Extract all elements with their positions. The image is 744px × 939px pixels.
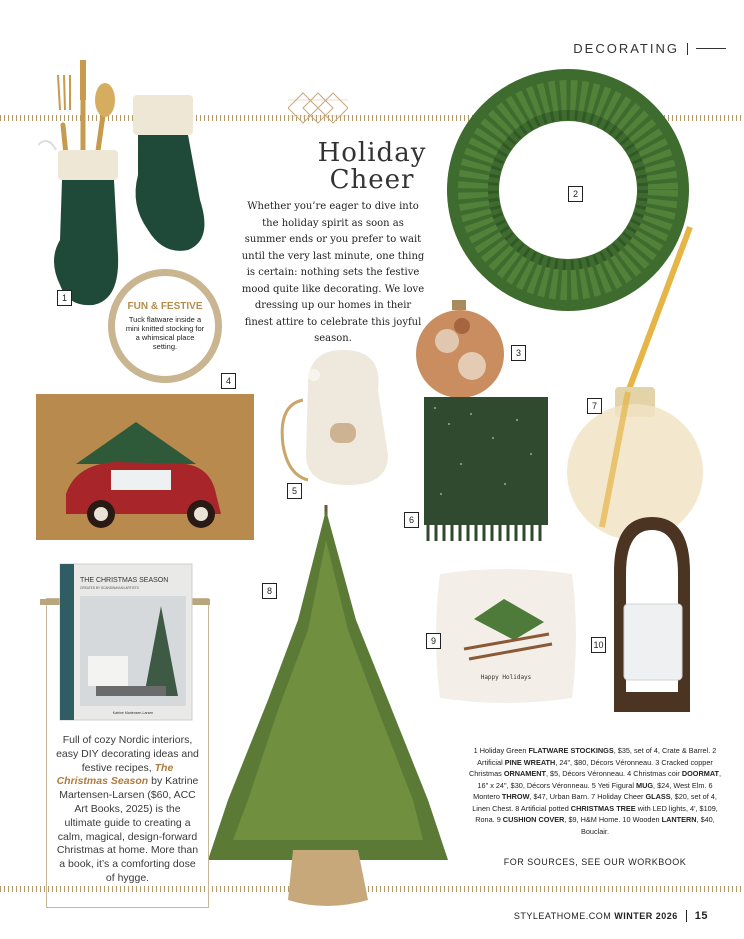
page-number: 15 — [694, 910, 708, 922]
book-cover-title: THE CHRISTMAS SEASON — [80, 577, 169, 584]
credit-9: 9 CUSHION COVER, $9, H&M Home. — [496, 815, 623, 824]
credit-3: 3 Cracked copper Christmas ORNAMENT, $5, Décors Véronneau. — [468, 757, 713, 778]
item-number-9: 9 — [426, 633, 441, 649]
book-blurb-title: The Christmas Season — [56, 761, 174, 788]
badge-title: FUN & FESTIVE — [127, 300, 203, 312]
item-number-2: 2 — [568, 186, 583, 202]
credit-6: 6 Montero THROW, $47, Urban Barn. — [473, 780, 713, 801]
item-number-4: 4 — [221, 373, 236, 389]
feature-title-line2: Cheer — [329, 165, 415, 195]
pillow-text: Happy Holidays — [480, 674, 532, 681]
holiday-glass-image — [560, 222, 710, 542]
christmas-tree-image — [208, 500, 458, 912]
fun-festive-badge — [108, 269, 222, 383]
item-number-10: 10 — [591, 637, 606, 653]
section-rule — [696, 48, 726, 49]
feature-intro: Whether you’re eager to dive into the holiday spirit as soon as summer ends or you prefer to wait until the very last minute, one thing is certain: nothing sets the festive mood quite like decorating. We love dressing up our homes in their finest attire to celebrate this joyful season. — [241, 201, 425, 344]
sources-note: FOR SOURCES, SEE OUR WORKBOOK — [503, 857, 687, 867]
book-blurb-rest: by Katrine Martensen-Larsen ($60, ACC Art Books, 2025) is the ultimate guide to creating a calm, magical, design-forward Christmas at home. More than a book, it’s a comforting dose of hygge. — [56, 775, 199, 884]
section-label-text: DECORATING — [573, 41, 679, 56]
item-number-6: 6 — [404, 512, 419, 528]
footer-separator — [686, 910, 687, 922]
book-blurb-intro: Full of cozy Nordic interiors, easy DIY decorating ideas and festive recipes, — [56, 734, 199, 774]
credit-2: 2 Artificial PINE WREATH, 24", $80, Décors Véronneau. — [477, 746, 717, 767]
product-credits — [466, 745, 724, 837]
section-label — [573, 41, 726, 56]
item-number-3: 3 — [511, 345, 526, 361]
credit-8: 8 Artificial potted CHRISTMAS TREE with LED lights, 4', $109, Rona. — [475, 803, 718, 824]
credit-7: 7 Holiday Cheer GLASS, $20, set of 4, Linen Chest. — [472, 792, 717, 813]
credit-1: 1 Holiday Green FLATWARE STOCKINGS, $35, set of 4, Crate & Barrel. — [473, 746, 713, 755]
credit-10: 10 Wooden LANTERN, $40, Bouclair. — [581, 815, 715, 836]
item-number-1: 1 — [57, 290, 72, 306]
cushion-cover-image — [434, 564, 578, 708]
section-divider — [687, 43, 688, 55]
item-number-5: 5 — [287, 483, 302, 499]
flatware-stockings-image — [38, 55, 228, 310]
book-cover-author: Katrine Martensen-Larsen — [112, 711, 154, 715]
footer-site: STYLEATHOME.COM WINTER 2026 — [513, 911, 678, 921]
credit-5: 5 Yeti Figural MUG, $24, West Elm. — [591, 780, 709, 790]
book-blurb — [56, 734, 199, 886]
yeti-mug-image — [278, 345, 408, 490]
badge-body: Tuck flatware inside a mini knitted stocking for a whimsical place setting. — [125, 314, 205, 351]
item-number-8: 8 — [262, 583, 277, 599]
book-cover-image — [56, 556, 196, 724]
page-footer — [514, 910, 708, 922]
book-cover-subtitle: CREATED BY SCANDINAVIAN ARTISTS — [80, 586, 139, 590]
feature-title-line1: Holiday — [317, 138, 427, 168]
item-number-7: 7 — [587, 398, 602, 414]
credit-4: 4 Christmas coir DOORMAT, 16" x 24", $30, Décors Véronneau. — [477, 769, 722, 790]
wooden-lantern-image — [604, 512, 700, 718]
diamond-ornament-icon — [288, 88, 348, 128]
copper-ornament-image — [412, 296, 508, 406]
